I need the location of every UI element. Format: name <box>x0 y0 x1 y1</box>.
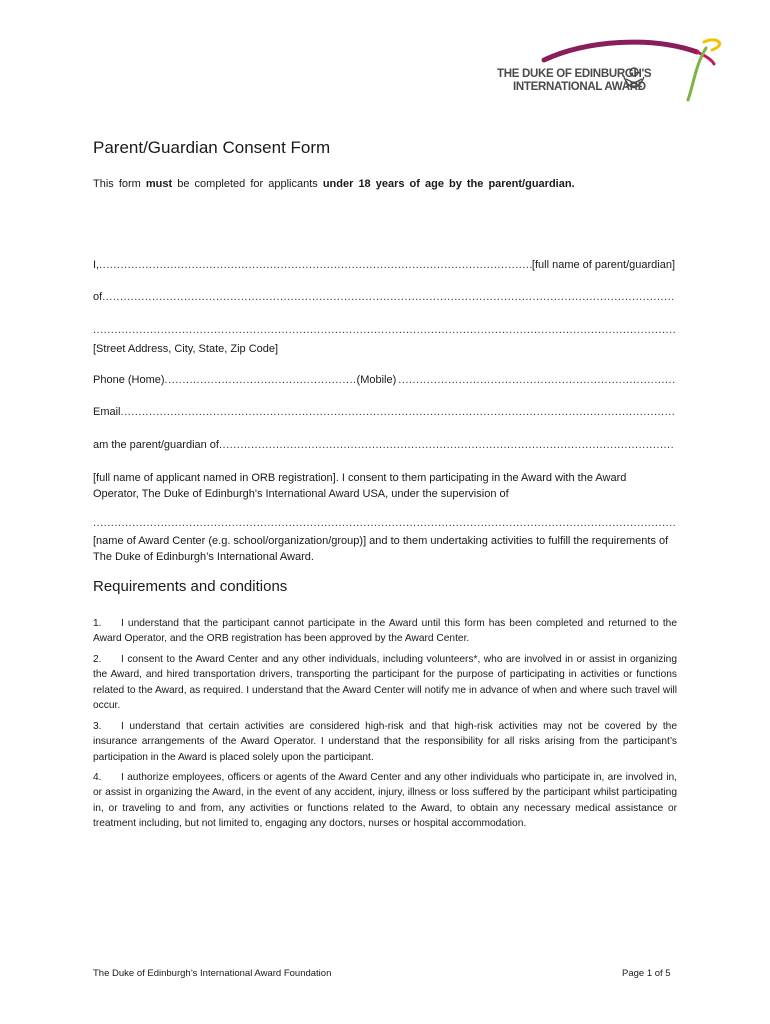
requirement-item <box>93 770 677 831</box>
guardian-name-line[interactable] <box>93 259 675 271</box>
requirements-heading: Requirements and conditions <box>93 578 288 595</box>
address-label: [Street Address, City, State, Zip Code] <box>93 343 279 355</box>
phone-home-label: Phone (Home) <box>93 374 165 386</box>
address-prefix: of <box>93 291 103 303</box>
logo-text-line2: INTERNATIONAL AWARD <box>513 81 646 93</box>
requirement-item <box>93 719 677 765</box>
guardian-name-label: [full name of parent/guardian] <box>531 259 675 271</box>
award-center-line[interactable] <box>93 517 675 529</box>
phone-home-blank[interactable] <box>165 374 355 386</box>
email-blank[interactable] <box>121 406 675 418</box>
requirement-number: 4. <box>93 772 102 783</box>
requirement-number: 2. <box>93 654 102 665</box>
footer-organization: The Duke of Edinburgh’s International Award Foundation <box>93 968 332 979</box>
requirement-item <box>93 616 677 647</box>
crest-icon <box>620 65 648 91</box>
intro-bold2: under 18 years of age by the parent/guardian. <box>322 178 575 190</box>
award-center-blank[interactable] <box>93 517 675 529</box>
address-blank-1[interactable] <box>102 291 675 303</box>
address-line-1[interactable] <box>93 291 675 303</box>
intro-part1: This form <box>93 178 146 190</box>
applicant-blank[interactable] <box>219 439 675 451</box>
guardian-name-prefix: I, <box>93 259 100 271</box>
requirement-number: 3. <box>93 721 102 732</box>
phone-line[interactable] <box>93 374 675 386</box>
email-label: Email <box>93 406 121 418</box>
phone-mobile-label: (Mobile) <box>356 374 397 386</box>
intro-part2: be completed for applicants <box>172 178 323 190</box>
applicant-line[interactable] <box>93 439 675 451</box>
requirement-item <box>93 652 677 713</box>
applicant-prefix: am the parent/guardian of <box>93 439 219 451</box>
requirement-text: I consent to the Award Center and any other individuals, including volunteers*, who are involved in or assist in organizing the Award, and hired transportation drivers, transporting the participant for the purpose of participating in activities or functions related to the Award, as required. I understand that the Award Center will notify me in advance of when and where such travel will occur. <box>93 654 677 711</box>
requirement-text: I authorize employees, officers or agents of the Award Center and any other individuals who participate in, are involved in, or assist in organizing the Award, in the event of any accident, injury, illness or loss suffered by the participant whilst participating in, or traveling to and from, any activities or functions related to the Award, to obtain any necessary medical assistance or treatment including, but not limited to, engaging any doctors, nurses or hospital accommodation. <box>93 772 677 829</box>
award-logo <box>492 38 732 104</box>
address-blank-2[interactable] <box>93 324 675 336</box>
requirement-number: 1. <box>93 618 102 629</box>
requirement-text: I understand that the participant cannot participate in the Award until this form has been completed and returned to the Award Operator, and the ORB registration has been approved by the Award Center. <box>93 618 677 645</box>
email-line[interactable] <box>93 406 675 418</box>
address-line-2[interactable] <box>93 324 675 336</box>
award-center-paragraph: [name of Award Center (e.g. school/organization/group)] and to them undertaking activities to fulfill the requirements of The Duke of Edinburgh’s International Award. <box>93 535 669 563</box>
guardian-name-blank[interactable] <box>99 259 532 271</box>
page-number: Page 1 of 5 <box>622 968 671 979</box>
intro-bold1: must <box>145 178 173 190</box>
page-title: Parent/Guardian Consent Form <box>93 138 331 157</box>
requirement-text: I understand that certain activities are considered high-risk and that high-risk activities may not be covered by the insurance arrangements of the Award Operator. I understand that the responsibility for all risks arising from the participant’s participation in the Award is placed solely upon the participant. <box>93 721 677 763</box>
logo-text-line1: THE DUKE OF EDINBURGH'S <box>497 68 652 80</box>
consent-paragraph: [full name of applicant named in ORB registration]. I consent to them participating in the Award with the Award Operator, The Duke of Edinburgh's International Award USA, under the supervision of <box>93 472 627 500</box>
phone-mobile-blank[interactable] <box>398 374 675 386</box>
intro-text <box>93 178 575 190</box>
